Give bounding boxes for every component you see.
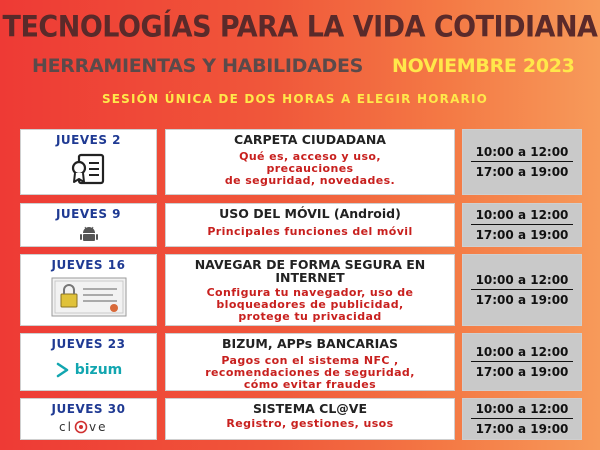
date-box-4: [20, 333, 157, 391]
topic-description: Registro, gestiones, usos: [226, 417, 394, 430]
topic-description: Qué es, acceso y uso, precauciones de seguridad, novedades.: [224, 150, 396, 187]
month-label: NOVIEMBRE 2023: [392, 55, 575, 77]
topic-box-1: [165, 129, 455, 195]
time-slot-morning: 10:00 a 12:00: [471, 401, 573, 419]
time-slot-morning: 10:00 a 12:00: [471, 272, 573, 290]
page-title: TECNOLOGÍAS PARA LA VIDA COTIDIANA: [2, 10, 598, 45]
secure-certificate-icon: [21, 277, 156, 317]
time-slot-morning: 10:00 a 12:00: [471, 207, 573, 225]
topic-title: CARPETA CIUDADANA: [234, 132, 386, 147]
topic-title: USO DEL MÓVIL (Android): [219, 206, 401, 221]
android-icon: [21, 225, 156, 243]
topic-box-2: [165, 203, 455, 247]
topic-box-3: [165, 254, 455, 326]
time-slot-afternoon: 17:00 a 19:00: [475, 165, 569, 179]
time-slot-morning: 10:00 a 12:00: [471, 144, 573, 162]
topic-title: BIZUM, APPs BANCARIAS: [222, 336, 398, 351]
time-slot-afternoon: 17:00 a 19:00: [475, 228, 569, 242]
bizum-logo-text: bizum: [74, 362, 123, 378]
session-date: JUEVES 23: [51, 337, 126, 351]
page-subtitle: HERRAMIENTAS Y HABILIDADES: [32, 55, 364, 77]
session-date: JUEVES 16: [51, 258, 126, 272]
time-box-2: [462, 203, 582, 247]
time-box-1: [462, 129, 582, 195]
time-box-4: [462, 333, 582, 391]
date-box-2: [20, 203, 157, 247]
date-box-5: [20, 398, 157, 440]
topic-description: Principales funciones del móvil: [207, 225, 413, 238]
topic-description: Pagos con el sistema NFC , recomendaciones de seguridad, cómo evitar fraudes: [205, 354, 415, 391]
time-slot-afternoon: 17:00 a 19:00: [475, 365, 569, 379]
topic-box-4: [165, 333, 455, 391]
time-slot-morning: 10:00 a 12:00: [471, 344, 573, 362]
topic-title: NAVEGAR DE FORMA SEGURA EN INTERNET: [194, 257, 426, 285]
clave-logo: [21, 419, 156, 435]
topic-title: SISTEMA CL@VE: [252, 401, 368, 416]
session-note: SESIÓN ÚNICA DE DOS HORAS A ELEGIR HORARIO: [101, 92, 489, 106]
time-slot-afternoon: 17:00 a 19:00: [475, 293, 569, 307]
date-box-3: [20, 254, 157, 326]
document-certificate-icon: [21, 152, 156, 186]
topic-box-5: [165, 398, 455, 440]
session-date: JUEVES 2: [55, 133, 122, 147]
session-date: JUEVES 30: [51, 402, 126, 416]
bizum-icon: [55, 362, 71, 378]
bizum-logo: [21, 362, 156, 378]
time-slot-afternoon: 17:00 a 19:00: [475, 422, 569, 436]
topic-description: Configura tu navegador, uso de bloqueadores de publicidad, protege tu privacidad: [206, 286, 414, 323]
svg-text:ve: ve: [88, 420, 107, 434]
date-box-1: [20, 129, 157, 195]
session-date: JUEVES 9: [55, 207, 122, 221]
time-box-3: [462, 254, 582, 326]
svg-text:cl: cl: [58, 420, 73, 434]
time-box-5: [462, 398, 582, 440]
